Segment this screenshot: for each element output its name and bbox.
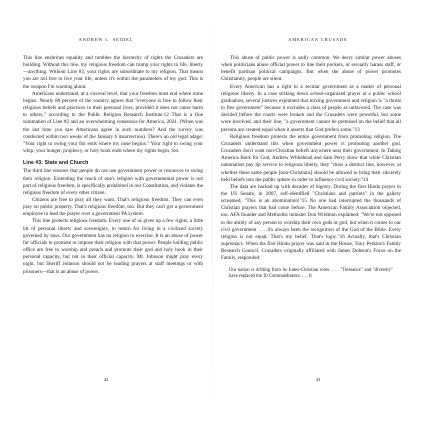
left-running-head: ANDREW L. SEIDEL [78, 37, 134, 42]
paragraph: Americans understand, at a visceral level, that your freedom must end where mine begins. Nearly 80 percent of the country agrees that "everyone is free to follow their religious beliefs and practices in their personal lives, provided it does not cause harm to others," according to the Public Religion Research Institute.12 That is a fine summation of Line #2 and an overwhelming consensus for America, 2021. (When was the last time you saw Americans agree in such numbers? And the survey was conducted within two weeks of the January 6 insurrection). There's an old legal adage: "Your right to swing your fist ends where my nose begins." Your right to swing your whip, your hunger, prophecy, or holy book ends where my rights begin, too. [23, 90, 203, 155]
paragraph: Citizens are free to pray all they want. That's religious freedom. They can even pray on public property. That's religious freedom, too. But they can't get a government employee to lead the prayer over a government PA system. [23, 197, 203, 218]
right-page-body [221, 55, 401, 281]
paragraph: The third line ensures that people do not use government power or resources to swing their religion. Extending the reach of one's religion with governmental power is not part of religious freedom, is specifically prohibited in our Constitution, and violates the religious freedom of every other citizen. [23, 168, 203, 196]
right-running-head: AMERICAN CRUSADE [288, 37, 348, 42]
right-page [212, 0, 424, 425]
paragraph: Every American has a right to a secular government as a matter of personal religious liberty. In a case striking down school-organized prayer at a public school graduation, several justices explained that mixing government and religion is "a threat to free government" because it excludes a class of people as unfavored. The case was decided before the courts were broken and the Crusaders were powerful, but some were involved, and their line, "a government cannot be premised on the belief that all persons are created equal when it asserts that God prefers some."13 [221, 83, 401, 133]
paragraph: The data are backed up with decades of bigotry. During the first Hindu prayer in the US Senate, in 2007, self-identified "Christians and patriots" in the gallery screamed, "This is an abomination!"15 No one had interrupted the thousands of Christian prayers that had come before. The American Family Association objected, too. AFA founder and Methodist minister Don Wildmon explained: "We're not opposed to the ability of any person to worship their own gods or god, but when it comes to our civil government . . . it's always been the recognition of the God of the Bible. Every religion is not equal. That's my belief. That's logic."16 Actually, that's Christian supremacy. When the first Hindu prayer was said in the House, Tony Perkins's Family Research Council, Crusaders originally affiliated with James Dobson's Focus on the Family, responded: [221, 183, 401, 262]
left-page-body [23, 55, 203, 276]
section-heading: Line #3: State and Church [23, 160, 89, 167]
paragraph: This abuse of public power is sadly common. We decry similar power abuses when politicians abuse official power to line their pockets, or sexually harass staff, or benefit partisan political campaigns. But when the abuse of power promotes Christianity, people are silent. [221, 55, 401, 83]
left-page [0, 0, 212, 425]
paragraph: This line protects religious freedom. Every one of us gives up a few rights, a little bit of personal liberty and sovereignty, in return for living in a civilized society governed by laws. Our government has no religion to exercise. It is an abuse of power for officials to promote or impose their religion with that power. People holding public office are free to worship and preach and promote their god and holy book in their personal capacity, but not in their official capacity. Mr. Johnson might pray every night, but Sheriff Johnson should not be leading prayers at staff meetings or with prisoners—that is an abuse of power. [23, 218, 203, 275]
paragraph: This line enshrines equality and tumbles the hierarchy of rights the Crusaders are building. Without this line, my religious freedom can trump your rights to life, liberty—anything. Without Line #2, your rights are subordinate to my religion. That means you are not free to live your life, unless it's within the parameters of my god. This is the weapon I'm warning about. [23, 55, 203, 90]
left-page-number: 42 [103, 377, 109, 382]
block-quote: Our nation is drifting from its Judeo-Christian roots. . . . "Tolerance" and "diversity" have replaced the 10 Commandments. . . . It [229, 267, 393, 280]
right-page-number: 43 [315, 377, 321, 382]
paragraph: Religious freedom protects the entire government from promoting religion. The Crusaders understand this when government power is promoting another god. Crusaders don't want non-Christian beliefs anywhere near their government. In Taking America Back for God, Andrew Whitehead and Sam Perry show that while Christian nationalists pay lip service to religious liberty, they "draw a distinct line, however, at whether these same people [non-Christians] should be allowed to bring their sincerely held beliefs into the public sphere in order to influence civil society."14 [221, 133, 401, 183]
